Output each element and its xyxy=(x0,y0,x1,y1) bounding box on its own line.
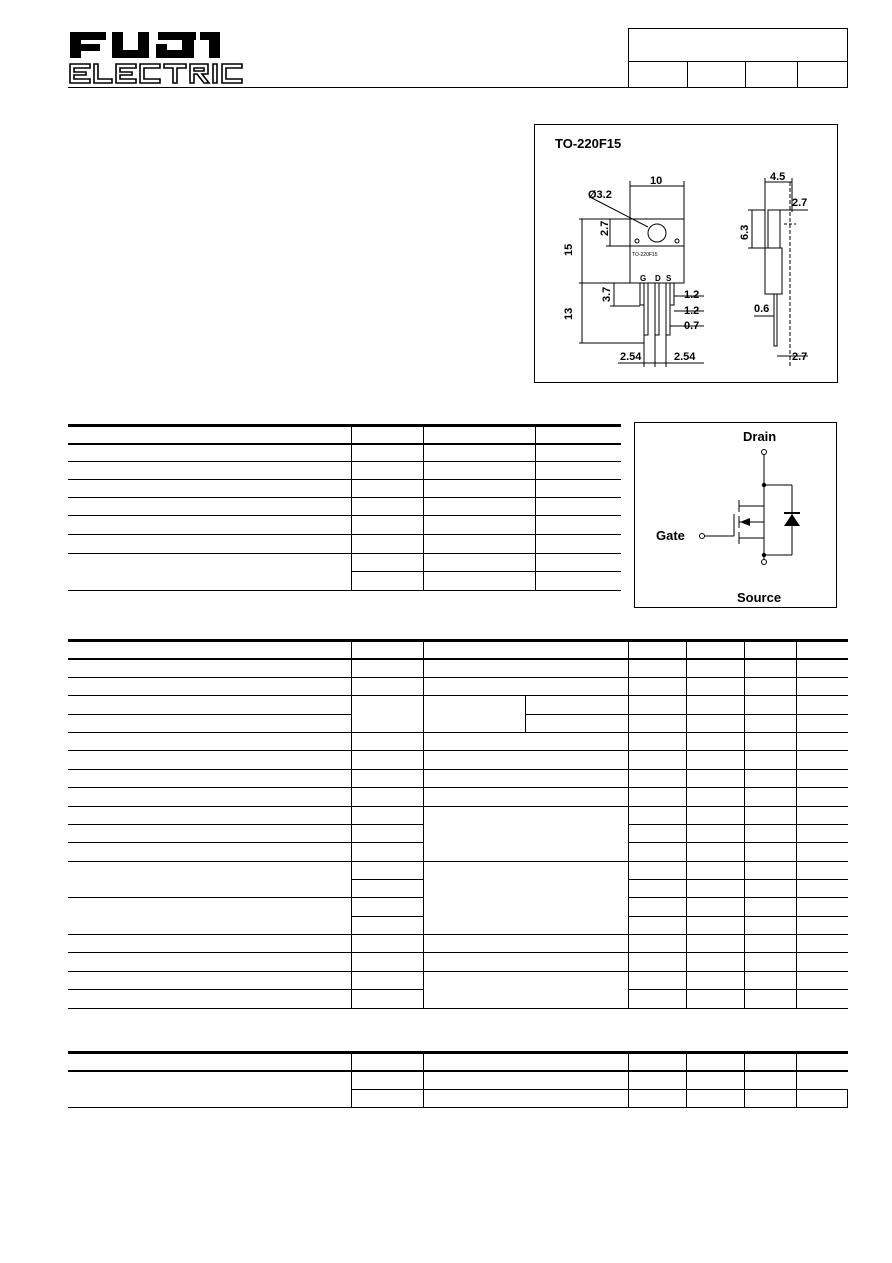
part-number-subrow xyxy=(629,61,847,88)
pin-label-g: G xyxy=(640,274,647,283)
dim-width: 10 xyxy=(650,175,663,187)
side-dim-0-6: 0.6 xyxy=(754,303,770,315)
channel-arrow xyxy=(740,518,750,526)
side-lead xyxy=(774,294,777,346)
gate-terminal xyxy=(700,534,705,539)
lead-gate xyxy=(644,283,648,335)
dim-15: 15 xyxy=(563,243,575,256)
source-terminal xyxy=(762,560,767,565)
subrow-divider xyxy=(797,62,798,88)
part-number-box xyxy=(628,28,848,88)
drain-terminal xyxy=(762,450,767,455)
dim-2-7: 2.7 xyxy=(599,220,611,236)
package-drawing xyxy=(534,124,838,383)
label-drain: Drain xyxy=(743,429,777,444)
side-dim-2-7-a: 2.7 xyxy=(792,197,808,209)
side-dim-2-7-b: 2.7 xyxy=(792,351,808,363)
dim-0-7: 0.7 xyxy=(684,320,700,332)
package-body-side xyxy=(768,210,780,248)
side-dim-6-3: 6.3 xyxy=(739,224,751,240)
diode-triangle xyxy=(784,514,800,526)
header-rule xyxy=(68,87,848,88)
dim-pitch-a: 2.54 xyxy=(620,351,642,363)
dim-pitch-b: 2.54 xyxy=(674,351,696,363)
label-source: Source xyxy=(737,590,782,605)
label-gate: Gate xyxy=(656,528,685,543)
logo-fuji-letters xyxy=(70,32,220,58)
package-title: TO-220F15 xyxy=(555,136,622,151)
dim-hole: Ø3.2 xyxy=(588,189,612,201)
dim-3-7: 3.7 xyxy=(601,286,613,302)
lead-drain xyxy=(655,283,659,335)
dim-13: 13 xyxy=(563,307,575,320)
side-dim-4-5: 4.5 xyxy=(770,171,786,183)
logo-electric-letters xyxy=(70,64,242,83)
mosfet-symbol xyxy=(634,422,837,608)
fuji-electric-logo xyxy=(68,30,260,86)
lead-source xyxy=(666,283,670,335)
mounting-hole xyxy=(648,224,666,242)
body-marking: TO-220F15 xyxy=(632,252,658,258)
pin-label-d: D xyxy=(655,274,661,283)
subrow-divider xyxy=(687,62,688,88)
pin-label-s: S xyxy=(666,274,672,283)
dim-1-2-a: 1.2 xyxy=(684,289,700,301)
dim-1-2-b: 1.2 xyxy=(684,305,700,317)
subrow-divider xyxy=(745,62,746,88)
